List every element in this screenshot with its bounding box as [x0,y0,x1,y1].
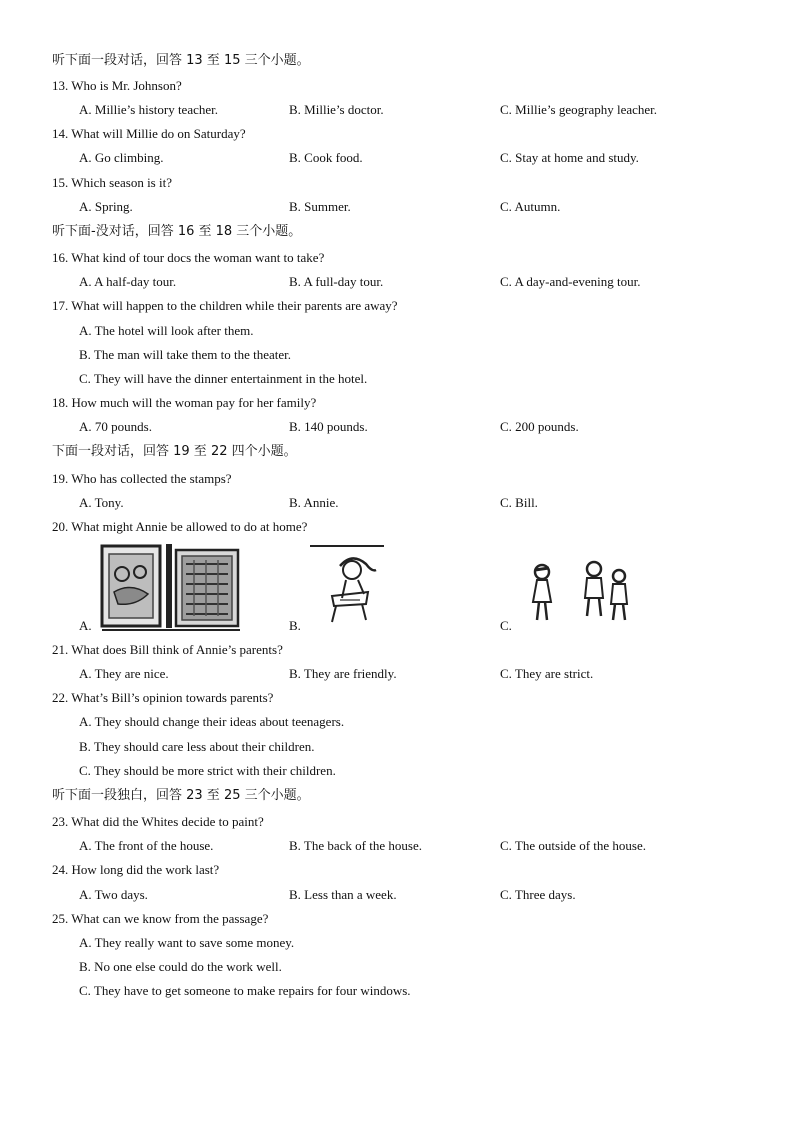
option-b[interactable]: B. Summer. [289,199,351,214]
question-14: 14. What will Millie do on Saturday? [52,126,246,141]
option-c[interactable]: C. They will have the dinner entertainment in the hotel. [79,371,368,386]
section-heading: 下面一段对话，回答 19 至 22 四个小题。 [52,444,297,459]
question-20: 20. What might Annie be allowed to do at home? [52,519,308,534]
option-a[interactable]: A. They are nice. [79,666,169,681]
option-a[interactable]: A. 70 pounds. [79,419,152,434]
option-c[interactable]: C. A day-and-evening tour. [500,274,641,289]
question-23: 23. What did the Whites decide to paint? [52,814,264,829]
option-b[interactable]: B. The back of the house. [289,838,422,853]
question-19: 19. Who has collected the stamps? [52,471,232,486]
question-16: 16. What kind of tour docs the woman want to take? [52,250,325,265]
option-a[interactable]: A. A half-day tour. [79,274,177,289]
options-23 [0,836,794,856]
option-a[interactable]: A. They really want to save some money. [79,935,295,950]
options-20 [0,616,794,636]
option-b[interactable]: B. [289,618,301,633]
option-b[interactable]: B. They should care less about their children. [79,739,315,754]
question-24: 24. How long did the work last? [52,862,220,877]
question-15: 15. Which season is it? [52,175,172,190]
option-b[interactable]: B. 140 pounds. [289,419,368,434]
question-22: 22. What’s Bill’s opinion towards parents? [52,690,274,705]
options-14 [0,148,794,168]
option-a[interactable]: A. Two days. [79,887,148,902]
option-a[interactable]: A. Tony. [79,495,124,510]
option-a[interactable]: A. Millie’s history teacher. [79,102,219,117]
option-c[interactable]: C. Autumn. [500,199,561,214]
option-b[interactable]: B. Less than a week. [289,887,397,902]
section-heading: 听下面一段对话，回答 13 至 15 三个小题。 [52,53,310,68]
question-13: 13. Who is Mr. Johnson? [52,78,182,93]
option-b[interactable]: B. No one else could do the work well. [79,959,282,974]
option-a[interactable]: A. The hotel will look after them. [79,323,254,338]
option-b[interactable]: B. Annie. [289,495,339,510]
option-c[interactable]: C. Bill. [500,495,538,510]
option-b[interactable]: B. Millie’s doctor. [289,102,384,117]
question-25: 25. What can we know from the passage? [52,911,269,926]
option-b[interactable]: B. They are friendly. [289,666,397,681]
option-c[interactable]: C. [500,618,512,633]
option-b[interactable]: B. Cook food. [289,150,363,165]
question-18: 18. How much will the woman pay for her family? [52,395,317,410]
options-21 [0,664,794,684]
option-a[interactable]: A. They should change their ideas about teenagers. [79,714,345,729]
section-heading: 听下面-没对话，回答 16 至 18 三个小题。 [52,224,302,239]
option-c[interactable]: C. Three days. [500,887,576,902]
option-c[interactable]: C. Millie’s geography leacher. [500,102,658,117]
options-13 [0,100,794,120]
options-19 [0,493,794,513]
option-a[interactable]: A. [79,618,92,633]
option-c[interactable]: C. They have to get someone to make repairs for four windows. [79,983,411,998]
option-c[interactable]: C. Stay at home and study. [500,150,639,165]
option-c[interactable]: C. The outside of the house. [500,838,646,853]
option-c[interactable]: C. They are strict. [500,666,594,681]
option-a[interactable]: A. Go climbing. [79,150,164,165]
options-15 [0,197,794,217]
options-18 [0,417,794,437]
options-24 [0,885,794,905]
options-16 [0,272,794,292]
option-c[interactable]: C. 200 pounds. [500,419,579,434]
option-a[interactable]: A. The front of the house. [79,838,214,853]
option-b[interactable]: B. A full-day tour. [289,274,384,289]
section-heading: 听下面一段独白，回答 23 至 25 三个小题。 [52,788,310,803]
option-a[interactable]: A. Spring. [79,199,133,214]
option-c[interactable]: C. They should be more strict with their children. [79,763,336,778]
question-17: 17. What will happen to the children while their parents are away? [52,298,398,313]
question-21: 21. What does Bill think of Annie’s parents? [52,642,283,657]
option-b[interactable]: B. The man will take them to the theater. [79,347,292,362]
